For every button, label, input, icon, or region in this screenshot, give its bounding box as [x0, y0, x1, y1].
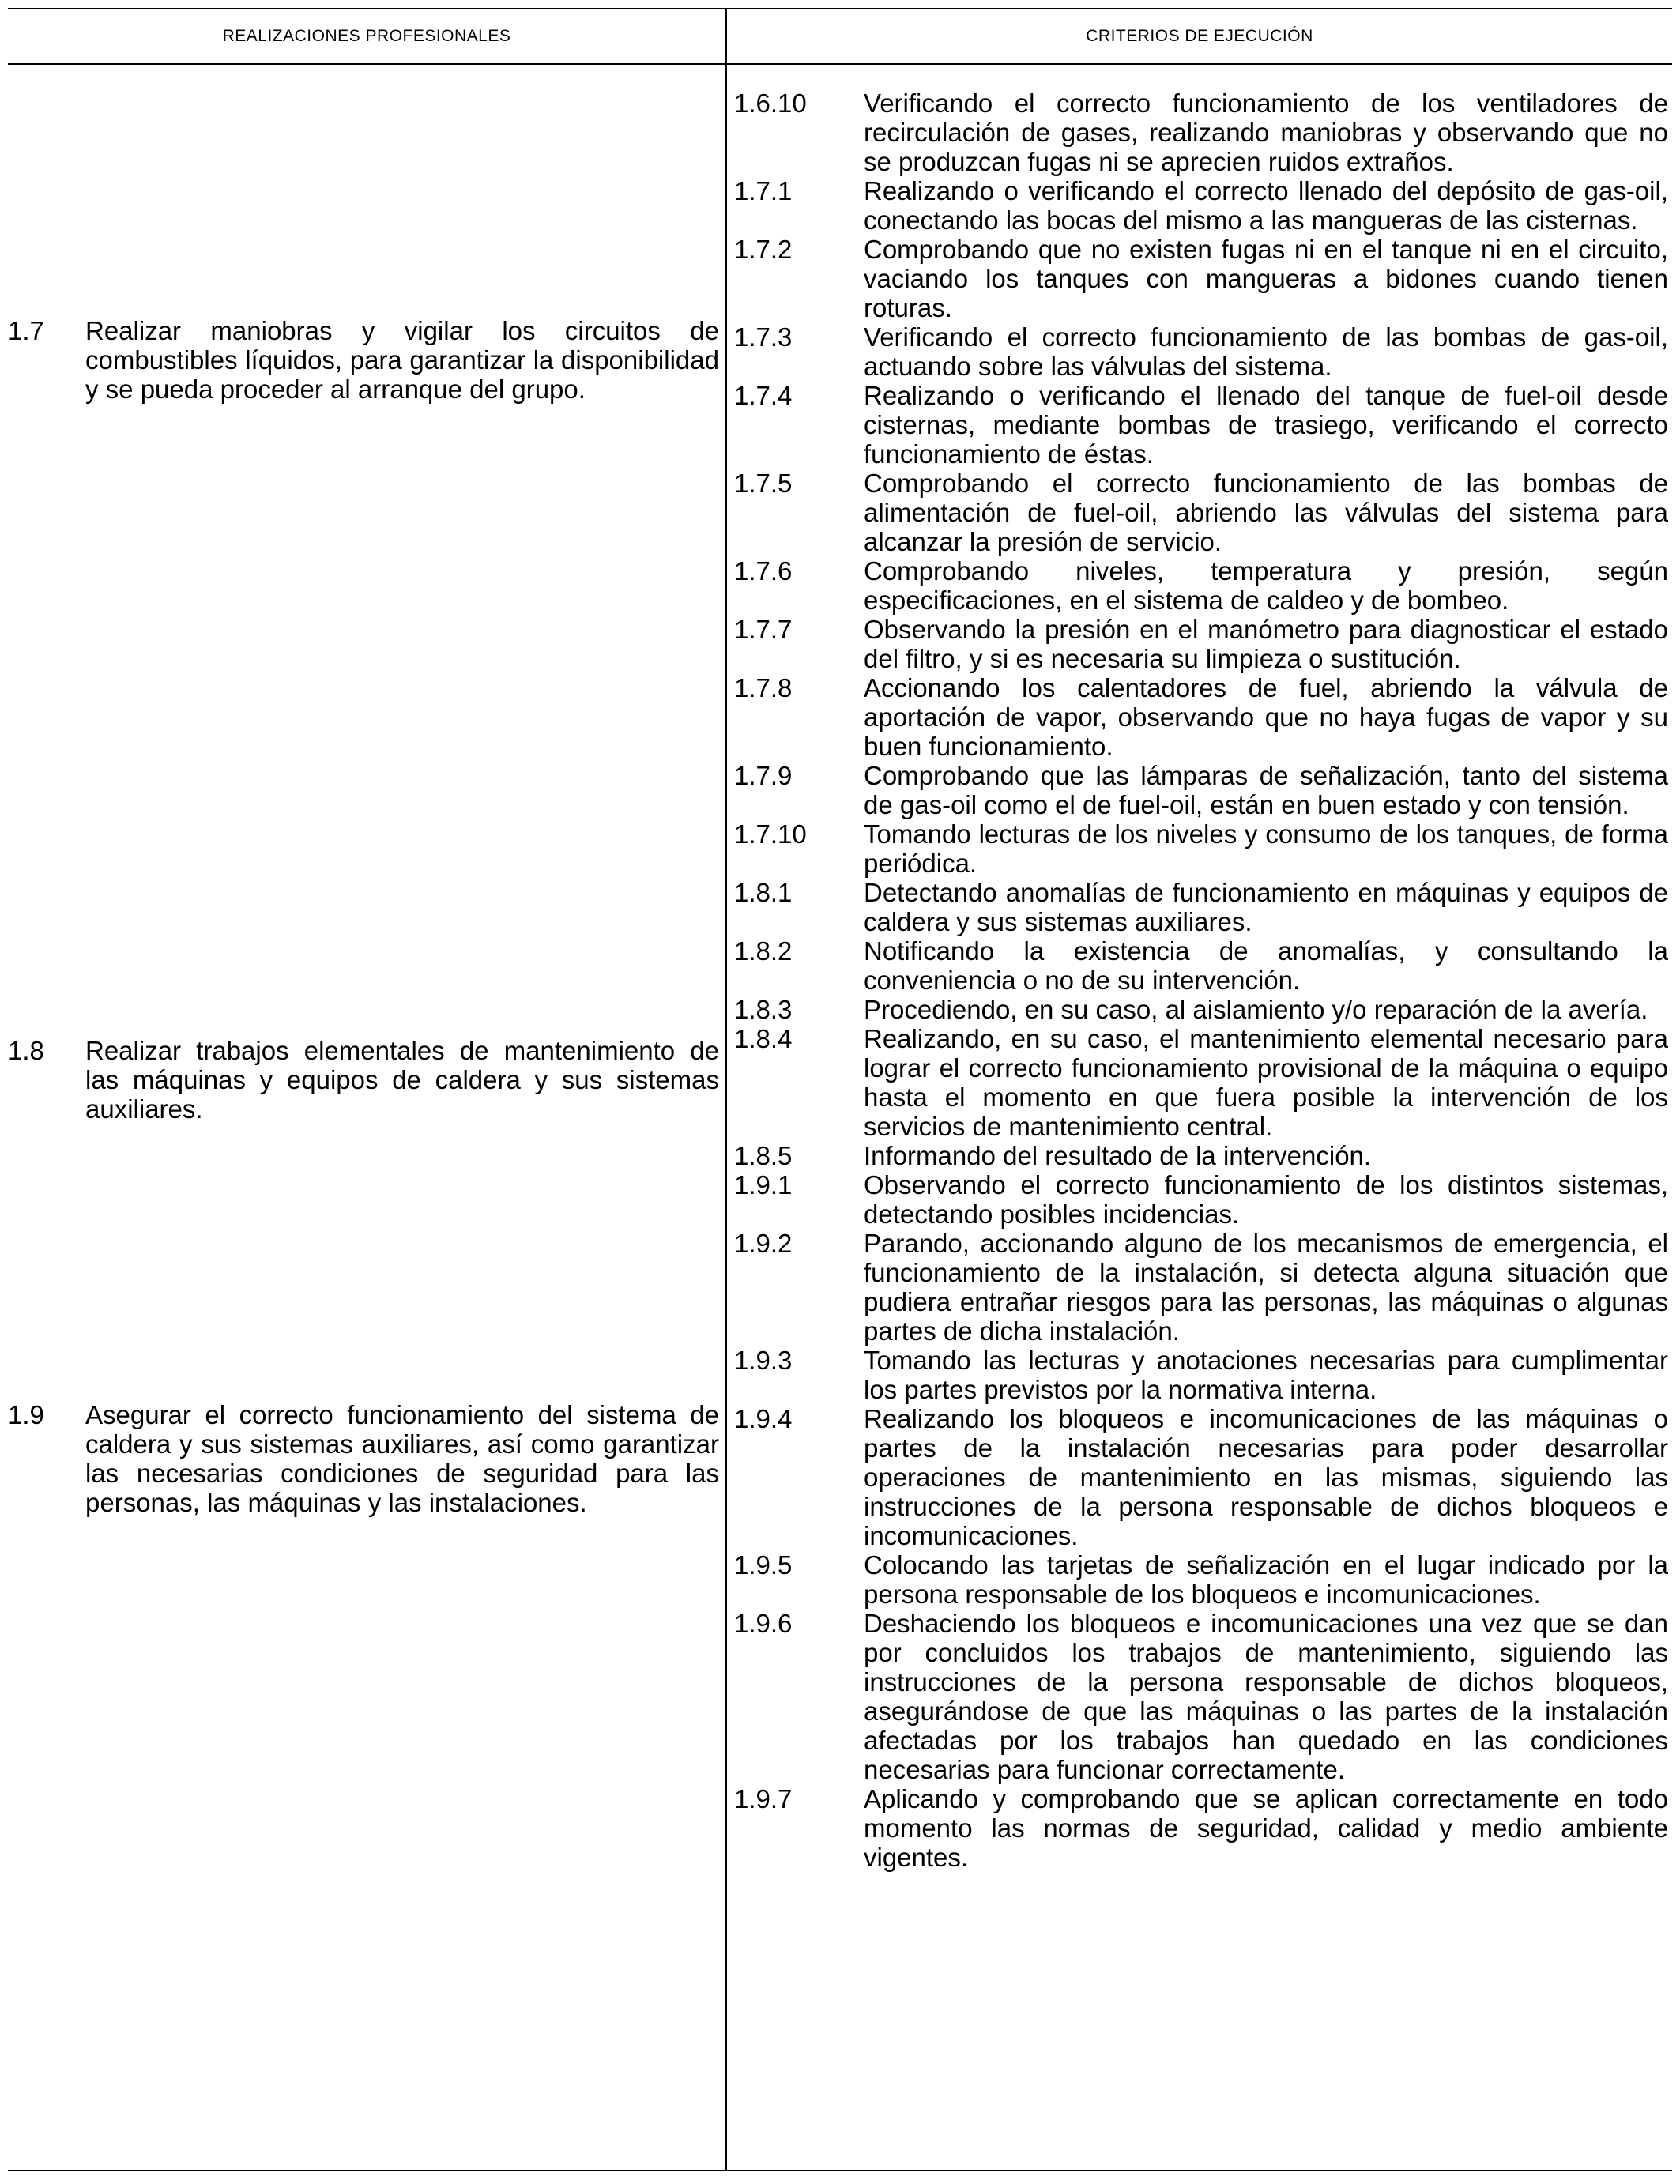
- header-criterios: CRITERIOS DE EJECUCIÓN: [1086, 27, 1313, 45]
- criterio-item: [734, 1141, 1668, 1170]
- criterio-text: Parando, accionando alguno de los mecanismos de emergencia, el funcionamiento de la instalación, si detecta alguna situación que pudiera entrañar riesgos para las personas, las máquinas o algunas partes de dicha instalación.: [864, 1229, 1668, 1346]
- criterio-item: [734, 1784, 1668, 1872]
- criterio-item: [734, 1346, 1668, 1404]
- realizacion-text: Realizar trabajos elementales de mantenimiento de las máquinas y equipos de caldera y sus sistemas auxiliares.: [85, 1036, 719, 1124]
- criterio-number: 1.9.6: [734, 1609, 793, 1638]
- criterio-text: Accionando los calentadores de fuel, abriendo la válvula de aportación de vapor, observando que no haya fugas de vapor y su buen funcionamiento.: [864, 673, 1668, 761]
- realizacion-number: 1.8: [8, 1036, 44, 1065]
- column-divider: [725, 8, 727, 2171]
- criterio-item: [734, 761, 1668, 819]
- realizacion-number: 1.7: [8, 316, 44, 345]
- criterio-item: [734, 176, 1668, 235]
- criterio-item: [734, 381, 1668, 469]
- table-bottom-border: [8, 2170, 1672, 2171]
- criterio-text: Comprobando el correcto funcionamiento de las bombas de alimentación de fuel-oil, abriendo las válvulas del sistema para alcanzar la presión de servicio.: [864, 469, 1668, 556]
- criterio-text: Comprobando que las lámparas de señalización, tanto del sistema de gas-oil como el de fuel-oil, están en buen estado y con tensión.: [864, 761, 1668, 819]
- criterio-item: [734, 1024, 1668, 1141]
- criterio-item: [734, 936, 1668, 995]
- criterio-number: 1.9.3: [734, 1346, 793, 1375]
- criterio-number: 1.7.3: [734, 322, 793, 352]
- criterio-text: Aplicando y comprobando que se aplican correctamente en todo momento las normas de seguridad, calidad y medio ambiente vigentes.: [864, 1784, 1668, 1872]
- criterio-number: 1.9.1: [734, 1170, 793, 1199]
- criterio-text: Detectando anomalías de funcionamiento en máquinas y equipos de caldera y sus sistemas auxiliares.: [864, 878, 1668, 936]
- criterio-item: [734, 819, 1668, 878]
- header-realizaciones: REALIZACIONES PROFESIONALES: [222, 27, 511, 45]
- criterio-number: 1.8.1: [734, 878, 793, 907]
- criterio-text: Realizando, en su caso, el mantenimiento elemental necesario para lograr el correcto funcionamiento provisional de la máquina o equipo hasta el momento en que fuera posible la intervención de los servicios de mantenimiento central.: [864, 1024, 1668, 1141]
- criterio-item: [734, 322, 1668, 381]
- realizacion-item: [8, 1036, 719, 1124]
- criterio-text: Tomando las lecturas y anotaciones necesarias para cumplimentar los partes previstos por la normativa interna.: [864, 1346, 1668, 1404]
- criterio-text: Realizando o verificando el correcto llenado del depósito de gas-oil, conectando las bocas del mismo a las mangueras de las cisternas.: [864, 176, 1668, 235]
- document-page: [8, 8, 1672, 2171]
- criterio-item: [734, 615, 1668, 673]
- criterio-item: [734, 1229, 1668, 1346]
- criterio-number: 1.7.4: [734, 381, 793, 410]
- criterio-text: Deshaciendo los bloqueos e incomunicaciones una vez que se dan por concluidos los trabajos de mantenimiento, siguiendo las instrucciones de la persona responsable de dichos bloqueos, asegurándose de que las máquinas o las partes de la instalación afectadas por los trabajos han quedado en las condiciones necesarias para funcionar correctamente.: [864, 1609, 1668, 1784]
- criterio-number: 1.9.5: [734, 1550, 793, 1580]
- realizacion-item: [8, 316, 719, 404]
- criterio-text: Notificando la existencia de anomalías, y consultando la conveniencia o no de su intervención.: [864, 936, 1668, 995]
- criterio-number: 1.7.5: [734, 469, 793, 498]
- criterio-item: [734, 1609, 1668, 1784]
- criterio-text: Colocando las tarjetas de señalización en el lugar indicado por la persona responsable de los bloqueos e incomunicaciones.: [864, 1550, 1668, 1609]
- criterio-item: [734, 88, 1668, 176]
- realizacion-text: Asegurar el correcto funcionamiento del sistema de caldera y sus sistemas auxiliares, así como garantizar las necesarias condiciones de seguridad para las personas, las máquinas y las instalaciones.: [85, 1400, 719, 1517]
- criterio-text: Informando del resultado de la intervención.: [864, 1141, 1372, 1170]
- criterio-number: 1.7.9: [734, 761, 793, 790]
- realizacion-item: [8, 1400, 719, 1517]
- criterio-text: Observando el correcto funcionamiento de los distintos sistemas, detectando posibles incidencias.: [864, 1170, 1668, 1229]
- criterio-item: [734, 1170, 1668, 1229]
- criterio-text: Comprobando que no existen fugas ni en el tanque ni en el circuito, vaciando los tanques con mangueras a bidones cuando tienen roturas.: [864, 235, 1668, 322]
- criterio-number: 1.8.5: [734, 1141, 793, 1170]
- criterio-number: 1.7.2: [734, 235, 793, 264]
- criterio-item: [734, 673, 1668, 761]
- criterio-number: 1.9.2: [734, 1229, 793, 1258]
- criterio-number: 1.8.3: [734, 995, 793, 1024]
- criterio-item: [734, 995, 1668, 1024]
- criterio-item: [734, 235, 1668, 322]
- criterio-number: 1.9.7: [734, 1784, 793, 1813]
- criterio-text: Verificando el correcto funcionamiento de las bombas de gas-oil, actuando sobre las válvulas del sistema.: [864, 322, 1668, 381]
- criterio-item: [734, 556, 1668, 615]
- criterio-number: 1.9.4: [734, 1404, 793, 1433]
- criterio-text: Realizando o verificando el llenado del tanque de fuel-oil desde cisternas, mediante bombas de trasiego, verificando el correcto funcionamiento de éstas.: [864, 381, 1668, 469]
- criterio-text: Comprobando niveles, temperatura y presión, según especificaciones, en el sistema de caldeo y de bombeo.: [864, 556, 1668, 615]
- criterios-column: [734, 88, 1668, 1872]
- criterio-number: 1.6.10: [734, 88, 807, 118]
- criterio-item: [734, 1404, 1668, 1550]
- criterio-item: [734, 1550, 1668, 1609]
- criterio-text: Procediendo, en su caso, al aislamiento y/o reparación de la avería.: [864, 995, 1648, 1024]
- criterio-item: [734, 469, 1668, 556]
- criterio-text: Observando la presión en el manómetro para diagnosticar el estado del filtro, y si es necesaria su limpieza o sustitución.: [864, 615, 1668, 673]
- criterio-text: Realizando los bloqueos e incomunicaciones de las máquinas o partes de la instalación necesarias para poder desarrollar operaciones de mantenimiento en las mismas, siguiendo las instrucciones de la persona responsable de dichos bloqueos e incomunicaciones.: [864, 1404, 1668, 1550]
- criterio-number: 1.7.10: [734, 819, 807, 849]
- criterio-number: 1.8.4: [734, 1024, 793, 1053]
- criterio-number: 1.8.2: [734, 936, 793, 966]
- criterio-number: 1.7.6: [734, 556, 793, 586]
- realizacion-text: Realizar maniobras y vigilar los circuitos de combustibles líquidos, para garantizar la disponibilidad y se pueda proceder al arranque del grupo.: [85, 316, 719, 404]
- criterio-number: 1.7.7: [734, 615, 793, 644]
- criterio-number: 1.7.1: [734, 176, 793, 205]
- criterio-text: Verificando el correcto funcionamiento de los ventiladores de recirculación de gases, realizando maniobras y observando que no se produzcan fugas ni se aprecien ruidos extraños.: [864, 88, 1668, 176]
- criterio-text: Tomando lecturas de los niveles y consumo de los tanques, de forma periódica.: [864, 819, 1668, 878]
- criterio-number: 1.7.8: [734, 673, 793, 702]
- criterio-item: [734, 878, 1668, 936]
- realizacion-number: 1.9: [8, 1400, 44, 1429]
